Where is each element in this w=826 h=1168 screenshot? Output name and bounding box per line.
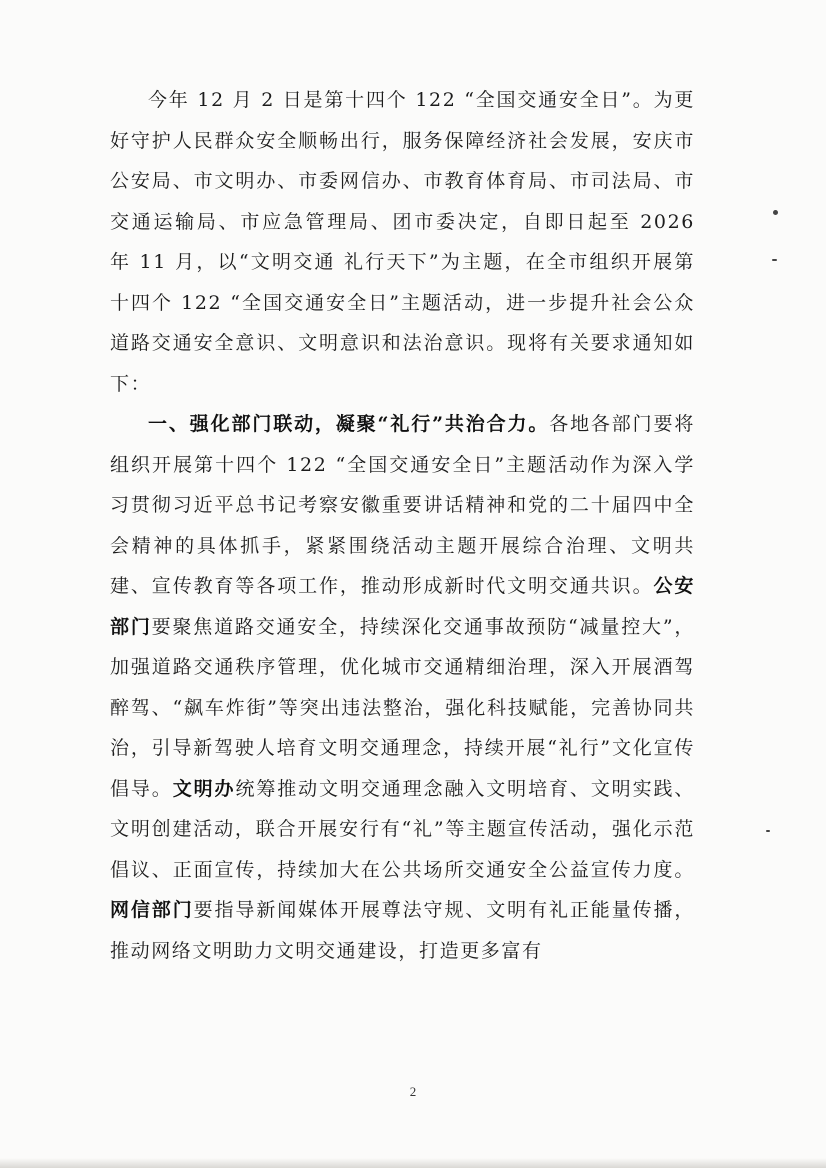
body-text [110, 80, 695, 971]
scan-speck [772, 259, 777, 261]
public-security-text: 要聚焦道路交通安全，持续深化交通事故预防“减量控大”，加强道路交通秩序管理，优化城市交通精细治理，深入开展酒驾醉驾、“飙车炸街”等突出违法整治，强化科技赋能，完善协同共治，引导新驾驶人培育文明交通理念，持续开展“礼行”文化宣传倡导。 [110, 615, 695, 800]
section-one-heading: 一、强化部门联动，凝聚“礼行”共治合力。 [148, 413, 550, 435]
section-one-paragraph [110, 404, 695, 971]
page-number: 2 [409, 1084, 417, 1099]
cyberspace-text: 要指导新闻媒体开展尊法守规、文明有礼正能量传播，推动网络文明助力文明交通建设，打造更多富有 [110, 899, 696, 962]
intro-paragraph: 今年 12 月 2 日是第十四个 122 “全国交通安全日”。为更好守护人民群众安全顺畅出行，服务保障经济社会发展，安庆市公安局、市文明办、市委网信办、市教育体育局、市司法局、市交通运输局、市应急管理局、团市委决定，自即日起至 2026 年 11 月，以“文明交通 礼行天下”为主题，在全市组织开展第十四个 122 “全国交通安全日”主题活动，进一步提升社会公众道路交通安全意识、文明意识和法治意识。现将有关要求通知如下： [110, 89, 695, 395]
dept-cyberspace: 网信部门 [110, 899, 194, 921]
civilization-office-text: 统筹推动文明交通理念融入文明培育、文明实践、文明创建活动，联合开展安行有“礼”等主题宣传活动，强化示范倡议、正面宣传，持续加大在公共场所交通安全公益宣传力度。 [110, 777, 695, 881]
section-one-text: 各地各部门要将组织开展第十四个 122 “全国交通安全日”主题活动作为深入学习贯彻习近平总书记考察安徽重要讲话精神和党的二十届四中全会精神的具体抓手，紧紧围绕活动主题开展综合治理、文明共建、宣传教育等各项工作，推动形成新时代文明交通共识。 [110, 413, 696, 597]
scan-speck [766, 830, 770, 832]
dept-civilization-office: 文明办 [172, 777, 236, 800]
scan-speck [773, 210, 778, 215]
dept-public-security: 公安部门 [110, 575, 696, 638]
scan-edge-shadow [0, 1158, 826, 1168]
